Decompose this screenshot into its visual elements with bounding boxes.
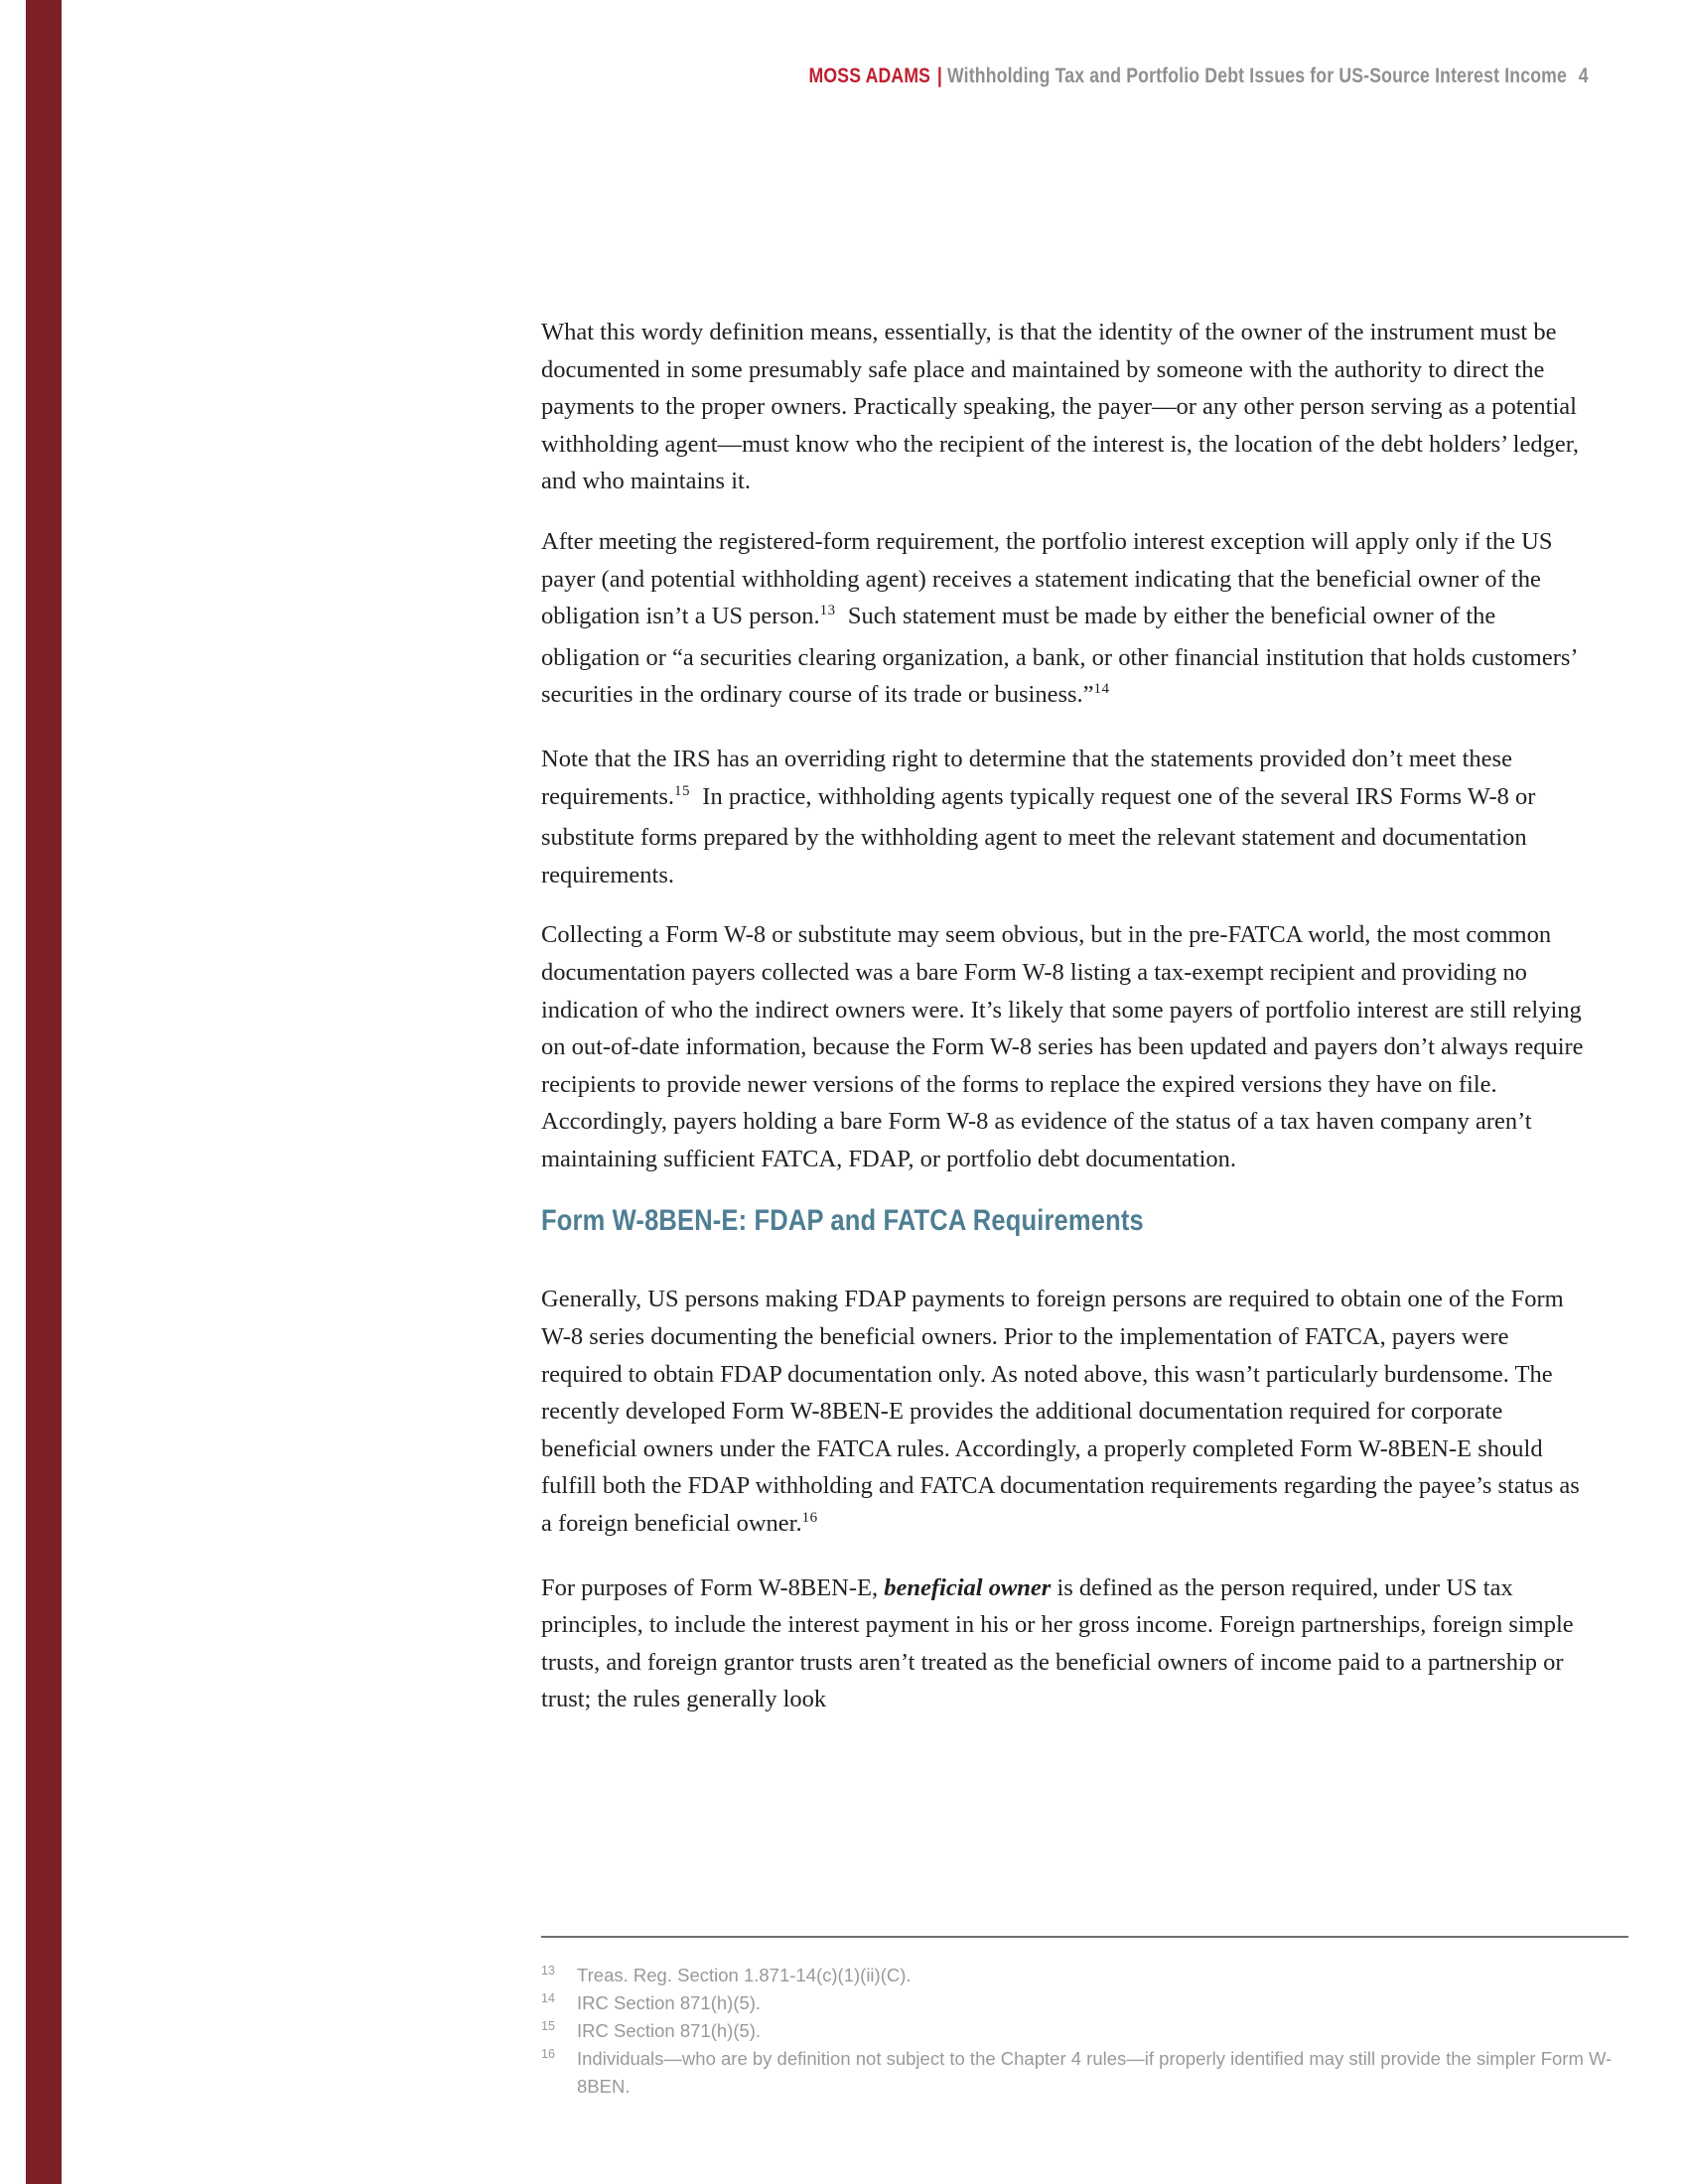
- paragraph: [541, 916, 1596, 1177]
- paragraph: [541, 741, 1596, 893]
- page-number: 4: [1579, 65, 1589, 87]
- text-run: What this wordy definition means, essentially, is that the identity of the owner of the instrument must be documented in some presumably safe place and maintained by someone with the authority to direct the payments to the proper owners. Practically speaking, the payer—or any other person serving as a potential withholding agent—must know who the recipient of the interest is, the location of the debt holders’ ledger, and who maintains it.: [541, 319, 1580, 495]
- footnote-number: 16: [541, 2047, 555, 2061]
- footnote-number: 15: [541, 2019, 555, 2033]
- superscript-marker: 14: [1093, 681, 1110, 698]
- paragraph-group-bottom: [541, 1281, 1596, 1718]
- footnote-item: [541, 2017, 1649, 2045]
- page-header: [809, 64, 1589, 89]
- text-run: After meeting the registered-form requirement, the portfolio interest exception will apply only if the US payer (and potential withholding agent) receives a statement indicating that the beneficial owner of the obligation isn’t a US person.: [541, 527, 1553, 630]
- text-run: In practice, withholding agents typically request one of the several IRS Forms W-8 or substitute forms prepared by the withholding agent to meet the relevant statement and documentation requirements.: [541, 782, 1536, 888]
- footnote-number: 14: [541, 1991, 555, 2005]
- footnote-number: 13: [541, 1964, 555, 1978]
- content-column: [541, 314, 1596, 1741]
- text-run: Generally, US persons making FDAP payments to foreign persons are required to obtain one of the Form W-8 series documenting the beneficial owners. Prior to the implementation of FATCA, payers were required to obtain FDAP documentation only. As noted above, this wasn’t particularly burdensome. The recently developed Form W-8BEN-E provides the additional documentation required for corporate beneficial owners under the FATCA rules. Accordingly, a properly completed Form W-8BEN-E should fulfill both the FDAP withholding and FATCA documentation requirements regarding the payee’s status as a foreign beneficial owner.: [541, 1286, 1580, 1538]
- text-run: Collecting a Form W-8 or substitute may seem obvious, but in the pre-FATCA world, the most common documentation payers collected was a bare Form W-8 listing a tax-exempt recipient and providing no indication of who the indirect owners were. It’s likely that some payers of portfolio interest are still relying on out-of-date information, because the Form W-8 series has been updated and payers don’t always require recipients to provide newer versions of the forms to replace the expired versions they have on file. Accordingly, payers holding a bare Form W-8 as evidence of the status of a tax haven company aren’t maintaining sufficient FATCA, FDAP, or portfolio debt documentation.: [541, 921, 1584, 1172]
- footnote-text: Treas. Reg. Section 1.871-14(c)(1)(ii)(C).: [577, 1965, 912, 1985]
- text-run: Note that the IRS has an overriding right to determine that the statements provided don’t meet these requirements.: [541, 745, 1512, 810]
- header-separator-icon: |: [937, 65, 943, 87]
- footnote-text: Individuals—who are by definition not subject to the Chapter 4 rules—if properly identified may still provide the simpler Form W-8BEN.: [577, 2048, 1613, 2097]
- header-title: Withholding Tax and Portfolio Debt Issues for US-Source Interest Income: [947, 65, 1568, 87]
- footnote-item: [541, 1962, 1649, 1989]
- left-accent-bar: [26, 0, 62, 2184]
- text-run: is defined as the person required, under US tax principles, to include the interest payment in his or her gross income. Foreign partnerships, foreign simple trusts, and foreign grantor trusts aren’t treated as the beneficial owners of income paid to a partnership or trust; the rules generally look: [541, 1573, 1574, 1713]
- paragraph-group-top: [541, 314, 1596, 1177]
- footnote-text: IRC Section 871(h)(5).: [577, 1992, 762, 2013]
- paragraph: [541, 314, 1596, 500]
- text-run: For purposes of Form W-8BEN-E,: [541, 1573, 885, 1601]
- paragraph: [541, 1570, 1596, 1718]
- superscript-marker: 16: [801, 1510, 818, 1527]
- footnote-item: [541, 2045, 1649, 2101]
- footnote-item: [541, 1989, 1649, 2017]
- paragraph: [541, 523, 1596, 718]
- footnote-text: IRC Section 871(h)(5).: [577, 2020, 762, 2041]
- emphasis-term: beneficial owner: [884, 1573, 1052, 1601]
- footnote-rule: [541, 1936, 1628, 1938]
- superscript-marker: 13: [819, 603, 836, 619]
- footnote-list: [541, 1962, 1647, 2101]
- brand-name: MOSS ADAMS: [808, 65, 931, 87]
- superscript-marker: 15: [674, 782, 691, 799]
- text-run: Such statement must be made by either the beneficial owner of the obligation or “a securities clearing organization, a bank, or other financial institution that holds customers’ securities in the ordinary course of its trade or business.”: [541, 603, 1577, 709]
- paragraph: [541, 1281, 1596, 1546]
- footnote-section: [541, 1936, 1647, 2101]
- section-heading: Form W-8BEN-E: FDAP and FATCA Requirements: [541, 1204, 1144, 1238]
